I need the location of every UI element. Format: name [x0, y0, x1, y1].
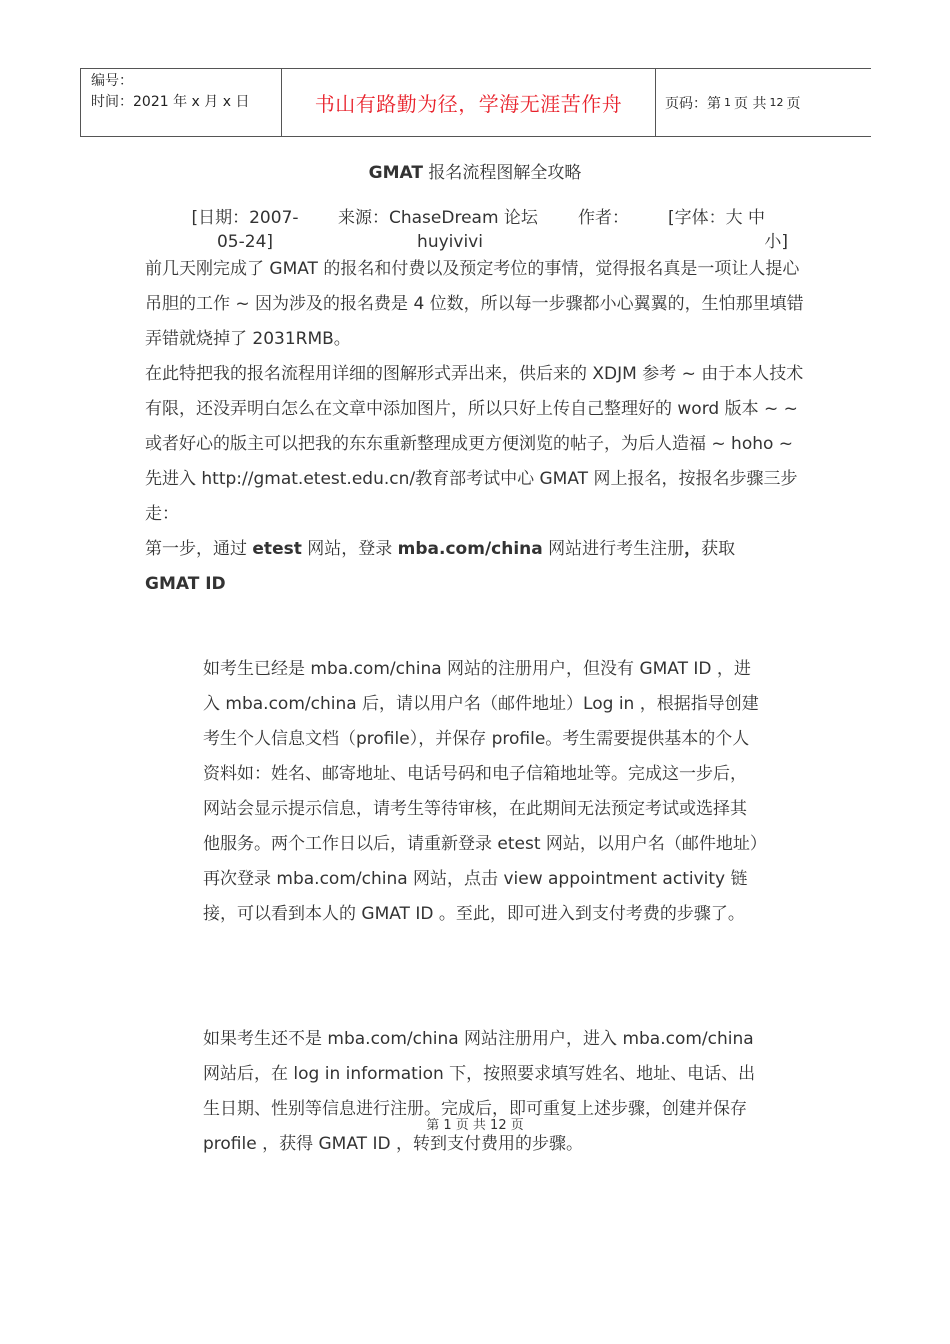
step1-after: 网站进行考生注册 [542, 539, 685, 559]
step1-suffix: 获取 [701, 539, 736, 559]
meta-font-line2: 小] [764, 232, 788, 252]
meta-font [668, 206, 788, 254]
intro-paragraph-3: 先进入 http://gmat.etest.edu.cn/教育部考试中心 GMAT 网上报名，按报名步骤三步走： [145, 469, 798, 524]
step-one-heading [145, 532, 810, 602]
title-rest: 报名流程图解全攻略 [428, 163, 582, 183]
meta-date [180, 206, 310, 254]
step1-gmatid: GMAT ID [145, 574, 226, 594]
indent-paragraph-2-text: 如果考生还不是 mba.com/china 网站注册用户，进入 mba.com/china 网站后，在 log in information 下，按照要求填写姓名、地址、电话、出生日期、性别等信息进行注册。完成后，即可重复上述步骤，创建并保存 profile ，获得 GMAT ID ，转到支付费用的步骤。 [203, 1029, 756, 1154]
motto: 书山有路勤为径，学海无涯苦作舟 [314, 92, 623, 116]
meta-date-line2: 05-24] [216, 232, 274, 252]
indent-paragraph-1 [203, 652, 763, 932]
indent-paragraph-2 [203, 1022, 763, 1162]
header-table [80, 68, 871, 137]
header-motto-cell [282, 69, 656, 136]
meta-author-label: 作者： [578, 208, 629, 228]
number-label: 编号： [91, 73, 133, 89]
meta-source-line2: huyivivi [417, 232, 483, 252]
page-current: 1 [724, 96, 731, 109]
intro-paragraph-2: 在此特把我的报名流程用详细的图解形式弄出来，供后来的 XDJM 参考 ~ 由于本人技术有限，还没弄明白怎么在文章中添加图片，所以只好上传自己整理好的 word 版本 ~ ~ 或者好心的版主可以把我的东东重新整理成更方便浏览的帖子，为后人造福 ~ hoho ~ [145, 364, 804, 454]
header-meta-cell [81, 69, 282, 136]
time-label: 时间：2021 年 x 月 x 日 [91, 94, 250, 110]
intro-section [145, 252, 810, 602]
title-bold: GMAT [368, 163, 423, 183]
intro-paragraph-1: 前几天刚完成了 GMAT 的报名和付费以及预定考位的事情，觉得报名真是一项让人提心吊胆的工作 ~ 因为涉及的报名费是 4 位数，所以每一步骤都小心翼翼的，生怕那里填错弄错就烧掉了 2031RMB。 [145, 259, 804, 349]
meta-font-line1: [字体：大 中 [668, 208, 766, 228]
page-mid: 页 共 [734, 95, 767, 112]
page-total: 12 [769, 96, 784, 109]
page-footer: 第 1 页 共 12 页 [426, 1118, 524, 1133]
step1-mba: mba.com/china [397, 539, 543, 559]
step1-prefix: 第一步，通过 [145, 539, 253, 559]
indent-paragraph-1-text: 如考生已经是 mba.com/china 网站的注册用户，但没有 GMAT ID ，进入 mba.com/china 后，请以用户名（邮件地址）Log in ，根据指导创建考生个人信息文档（profile），并保存 profile。考生需要提供基本的个人资料如：姓名、邮寄地址、电话号码和电子信箱地址等。完成这一步后，网站会显示提示信息，请考生等待审核，在此期间无法预定考试或选择其他服务。两个工作日以后，请重新登录 etest 网站，以用户名（邮件地址）再次登录 mba.com/china 网站，点击 view appointment activity 链接，可以看到本人的 GMAT ID 。至此，即可进入到支付考费的步骤了。 [203, 659, 759, 924]
step1-comma: ， [684, 539, 702, 559]
step1-mid: 网站，登录 [301, 539, 398, 559]
header-page-cell [656, 69, 871, 136]
step1-etest: etest [252, 539, 302, 559]
meta-author [578, 206, 648, 230]
document-title [0, 158, 950, 183]
page-suffix: 页 [786, 95, 801, 112]
meta-source [330, 206, 570, 254]
page-prefix: 页码：第 [665, 95, 721, 112]
meta-source-line1: 来源：ChaseDream 论坛 [338, 208, 538, 228]
meta-date-line1: [日期：2007- [191, 208, 299, 228]
